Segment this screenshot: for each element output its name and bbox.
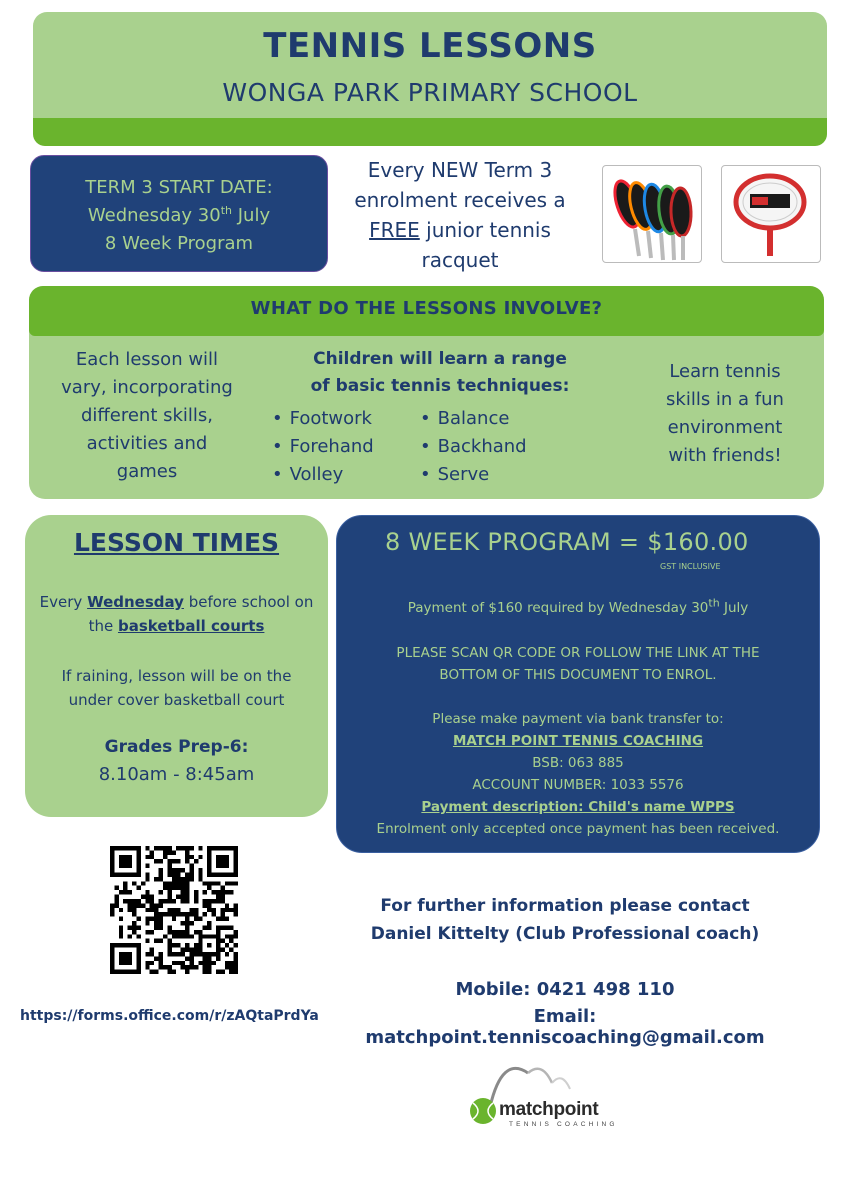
account-name: MATCH POINT TENNIS COACHING: [452, 733, 704, 749]
techniques-heading: Children will learn a range of basic tennis techniques:: [310, 349, 570, 396]
free-racquet-promo: Every NEW Term 3 enrolment receives a FREE junior tennis racquet: [354, 158, 566, 272]
logo-wordmark: matchpoint: [499, 1099, 599, 1120]
techniques-list-left: [272, 405, 422, 489]
techniques-list-right: [420, 405, 580, 489]
list-item: • Backhand: [420, 433, 580, 461]
list-item: • Footwork: [272, 405, 422, 433]
contact-person: Daniel Kittelty (Club Professional coach): [370, 924, 760, 944]
contact-heading: For further information please contact: [380, 896, 750, 916]
header-accent-bar: [33, 118, 827, 146]
lesson-times-title: LESSON TIMES: [73, 528, 280, 557]
program-price: 8 WEEK PROGRAM = $160.00: [385, 528, 749, 556]
contact-mobile: Mobile: 0421 498 110: [455, 979, 675, 1000]
logo-tagline: TENNIS COACHING: [509, 1121, 618, 1128]
payment-description: Payment description: Child's name WPPS: [421, 799, 735, 815]
contact-email: Email: matchpoint.tenniscoaching@gmail.com: [365, 1006, 765, 1048]
gst-note: GST INCLUSIVE: [660, 562, 721, 571]
account-number: ACCOUNT NUMBER: 1033 5576: [472, 777, 684, 793]
start-date-box: [30, 155, 328, 272]
lesson-schedule-text: Every Wednesday before school on the basketball courts: [39, 593, 314, 635]
grades-label: Grades Prep-6:: [104, 737, 249, 757]
bank-transfer-instructions: Please make payment via bank transfer to:: [432, 711, 724, 727]
scan-instructions: PLEASE SCAN QR CODE OR FOLLOW THE LINK AT THE BOTTOM OF THIS DOCUMENT TO ENROL.: [396, 645, 760, 683]
payment-deadline: Payment of $160 required by Wednesday 30th July: [407, 596, 749, 616]
lessons-involve-title: WHAT DO THE LESSONS INVOLVE?: [250, 298, 603, 319]
list-item: • Forehand: [272, 433, 422, 461]
rain-policy-text: If raining, lesson will be on the under cover basketball court: [61, 667, 292, 709]
enrolment-link[interactable]: https://forms.office.com/r/zAQtaPrdYa: [20, 1008, 319, 1024]
list-item: • Balance: [420, 405, 580, 433]
fun-environment-text: Learn tennis skills in a fun environment with friends!: [666, 361, 784, 466]
enrolment-note: Enrolment only accepted once payment has been received.: [376, 821, 780, 837]
tennis-ball-icon: [470, 1098, 496, 1124]
list-item: • Serve: [420, 461, 580, 489]
grades-time: 8.10am - 8:45am: [98, 764, 255, 785]
free-emphasis: FREE: [369, 218, 420, 242]
program-length: 8 Week Program: [104, 233, 254, 254]
lesson-variety-text: Each lesson will vary, incorporating different skills, activities and games: [61, 349, 233, 482]
bsb-number: BSB: 063 885: [532, 755, 624, 771]
enrolment-qr-code[interactable]: [110, 846, 238, 974]
page-subtitle: WONGA PARK PRIMARY SCHOOL: [222, 78, 638, 107]
start-date-value: Wednesday 30th July: [87, 204, 271, 226]
list-item: • Volley: [272, 461, 422, 489]
page-title: TENNIS LESSONS: [263, 26, 597, 66]
racquet-group-image: [602, 165, 702, 263]
junior-racquet-image: [721, 165, 821, 263]
start-date-heading: TERM 3 START DATE:: [85, 177, 273, 198]
